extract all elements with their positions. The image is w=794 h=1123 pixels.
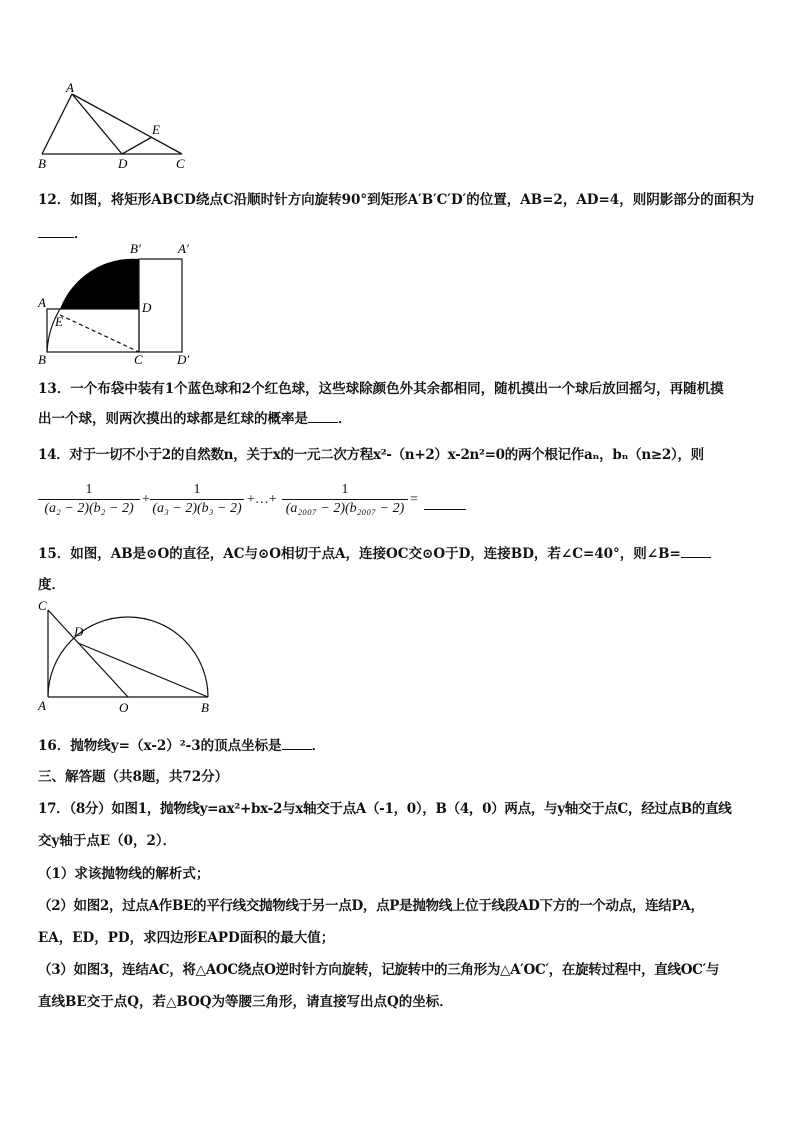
label-d-prime: D′ bbox=[177, 352, 190, 367]
fraction-2 bbox=[150, 482, 244, 517]
label-c: C bbox=[176, 156, 185, 171]
label-a: A bbox=[38, 698, 46, 713]
fraction-1-num: 1 bbox=[38, 482, 140, 500]
figure-rotated-rectangle bbox=[30, 240, 210, 370]
question-17-line1: 17．（8分）如图1，抛物线y=ax²+bx-2与x轴交于点A（-1，0），B（4，0）两点，与y轴交于点C，经过点B的直线 bbox=[38, 801, 732, 817]
label-e: E bbox=[55, 314, 63, 329]
question-15-text-body: 15．如图，AB是⊙O的直径，AC与⊙O相切于点A，连接OC交⊙O于D，连接BD，若∠C=40°，则∠B= bbox=[38, 546, 681, 562]
label-c: C bbox=[134, 352, 143, 367]
question-13-line2 bbox=[38, 407, 352, 427]
question-13-tail: ． bbox=[338, 411, 352, 427]
ellipsis-plus: +…+ bbox=[247, 492, 277, 507]
label-b-prime: B′ bbox=[130, 241, 141, 256]
question-13-line2-text: 出一个球，则两次摸出的球都是红球的概率是 bbox=[38, 411, 308, 427]
question-16-text-body: 16．抛物线y=（x-2）²-3的顶点坐标是 bbox=[38, 738, 282, 754]
label-a: A bbox=[38, 295, 46, 310]
label-o: O bbox=[119, 700, 129, 715]
label-d: D bbox=[142, 300, 152, 315]
question-15-text bbox=[38, 542, 711, 562]
question-12-answer bbox=[38, 222, 88, 242]
fraction-3-den: (a₂₀₀₇ − 2)(b₂₀₀₇ − 2) bbox=[285, 501, 405, 516]
fraction-1-den: (a₂ − 2)(b₂ − 2) bbox=[44, 501, 134, 516]
section-3-title: 三、解答题（共8题，共72分） bbox=[38, 769, 229, 785]
question-17-part3a: （3）如图3，连结AC，将△AOC绕点O逆时针方向旋转，记旋转中的三角形为△A′OC′，在旋转过程中，直线OC′与 bbox=[38, 962, 720, 978]
question-17-part1: （1）求该抛物线的解析式； bbox=[38, 866, 210, 882]
label-b: B bbox=[38, 156, 46, 171]
fraction-1 bbox=[38, 482, 140, 517]
label-b: B bbox=[38, 352, 46, 367]
fraction-3-num: 1 bbox=[282, 482, 408, 500]
label-a-prime: A′ bbox=[178, 241, 189, 256]
question-14-text: 14．对于一切不小于2的自然数n，关于x的一元二次方程x²-（n+2）x-2n²=0的两个根记作aₙ，bₙ（n≥2），则 bbox=[38, 447, 704, 463]
figure-circle-tangent bbox=[30, 596, 220, 720]
question-12-text: 12．如图，将矩形ABCD绕点C沿顺时针方向旋转90°到矩形A′B′C′D′的位置，AB=2，AD=4，则阴影部分的面积为 bbox=[38, 192, 755, 208]
equals-sign: = bbox=[410, 492, 418, 507]
question-17-line2: 交y轴于点E（0，2）． bbox=[38, 833, 177, 849]
question-16-tail: ． bbox=[311, 738, 326, 754]
question-13-line1: 13．一个布袋中装有1个蓝色球和2个红色球，这些球除颜色外其余都相同，随机摸出一个球后放回摇匀，再随机摸 bbox=[38, 381, 724, 397]
question-17-part3b: 直线BE交于点Q，若△BOQ为等腰三角形，请直接写出点Q的坐标． bbox=[38, 994, 453, 1010]
question-12-tail: ． bbox=[74, 226, 88, 242]
label-d: D bbox=[118, 156, 128, 171]
answer-blank bbox=[424, 509, 466, 510]
plus-sign: + bbox=[142, 492, 150, 507]
label-a: A bbox=[66, 82, 74, 95]
figure-triangle-abc bbox=[30, 82, 200, 172]
label-b: B bbox=[201, 700, 209, 715]
question-17-part2a: （2）如图2，过点A作BE的平行线交抛物线于另一点D，点P是抛物线上位于线段AD下方的一个动点，连结PA， bbox=[38, 898, 704, 914]
label-c: C bbox=[38, 598, 47, 613]
question-15-line2: 度． bbox=[38, 577, 65, 593]
fraction-2-num: 1 bbox=[150, 482, 244, 500]
label-e: E bbox=[152, 122, 160, 137]
fraction-3 bbox=[282, 482, 408, 517]
question-17-part2b: EA，ED，PD，求四边形EAPD面积的最大值； bbox=[38, 930, 335, 946]
label-d: D bbox=[74, 624, 84, 639]
fraction-2-den: (a₃ − 2)(b₃ − 2) bbox=[152, 501, 242, 516]
question-16-text bbox=[38, 734, 325, 754]
